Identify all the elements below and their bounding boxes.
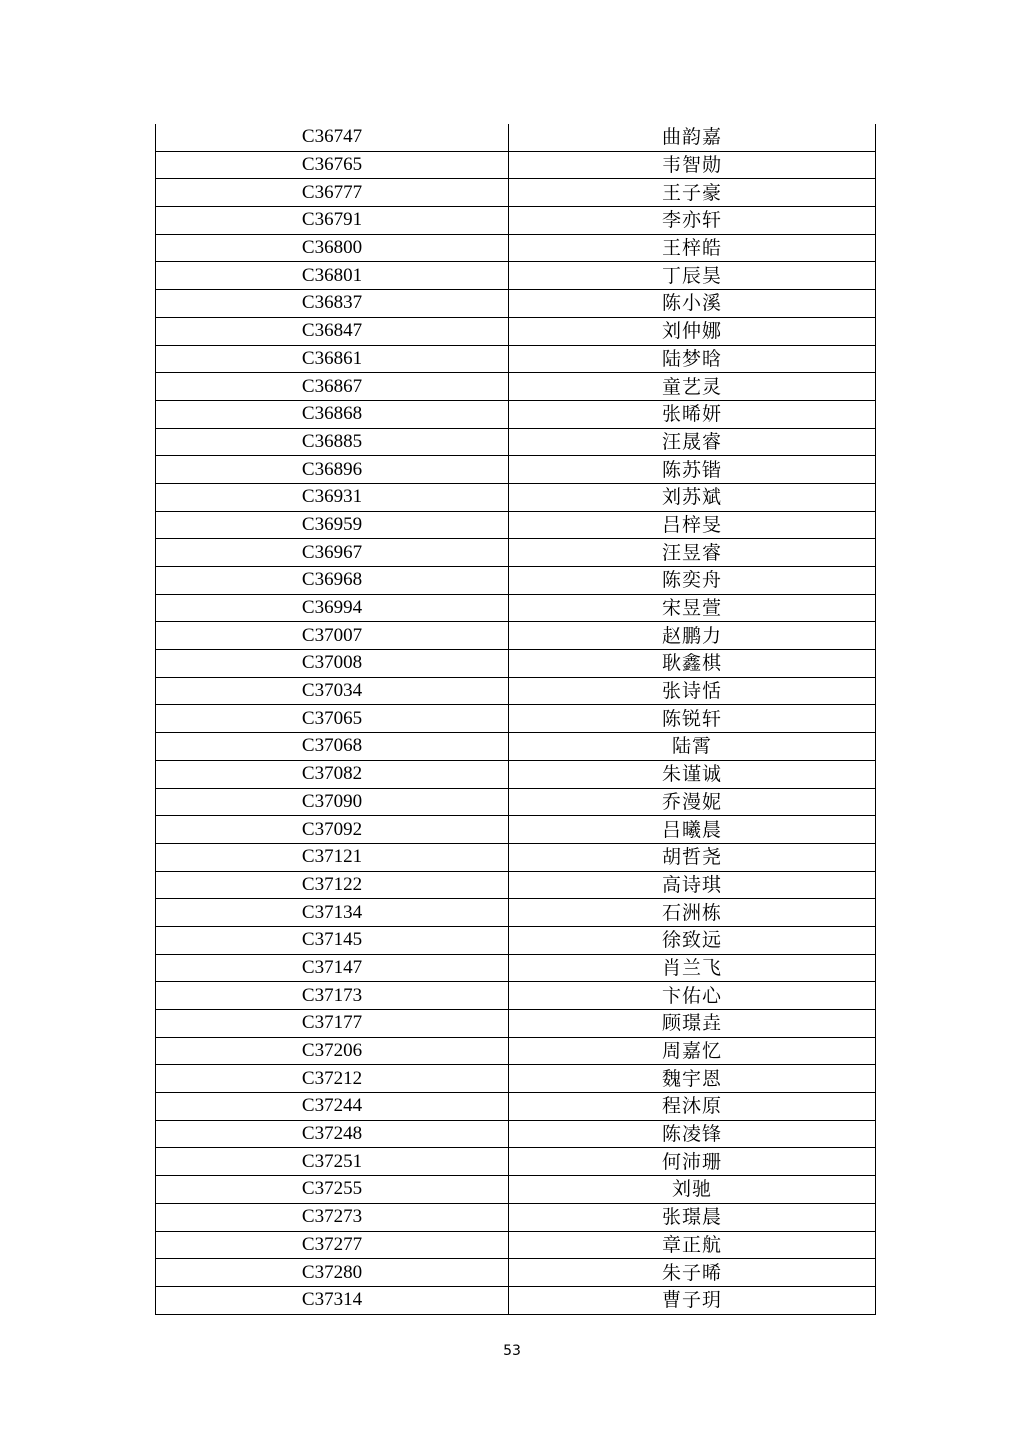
candidate-id-cell: C37173 — [156, 982, 509, 1010]
candidate-name-cell: 陆梦晗 — [509, 345, 876, 373]
candidate-name-cell: 刘苏斌 — [509, 483, 876, 511]
table-row — [156, 1010, 876, 1038]
candidate-name-cell: 曹子玥 — [509, 1286, 876, 1314]
candidate-id-cell: C37206 — [156, 1037, 509, 1065]
candidate-id-cell: C37251 — [156, 1148, 509, 1176]
candidate-name-cell: 何沛珊 — [509, 1148, 876, 1176]
candidate-name-cell: 朱谨诚 — [509, 760, 876, 788]
candidate-name-cell: 陈奕舟 — [509, 567, 876, 595]
candidate-id-cell: C37212 — [156, 1065, 509, 1093]
candidate-id-cell: C37280 — [156, 1259, 509, 1287]
candidate-name-cell: 韦智勋 — [509, 151, 876, 179]
table-row — [156, 926, 876, 954]
candidate-id-cell: C36800 — [156, 234, 509, 262]
table-row — [156, 124, 876, 151]
candidate-name-cell: 陆霄 — [509, 733, 876, 761]
table-row — [156, 871, 876, 899]
table-row — [156, 539, 876, 567]
table-row — [156, 151, 876, 179]
table-row — [156, 1093, 876, 1121]
candidate-id-cell: C37314 — [156, 1286, 509, 1314]
table-row — [156, 290, 876, 318]
table-row — [156, 899, 876, 927]
candidate-name-cell: 周嘉忆 — [509, 1037, 876, 1065]
candidate-name-cell: 徐致远 — [509, 926, 876, 954]
candidate-id-cell: C37008 — [156, 650, 509, 678]
table-row — [156, 622, 876, 650]
candidate-id-cell: C36801 — [156, 262, 509, 290]
candidate-id-cell: C37147 — [156, 954, 509, 982]
candidate-name-cell: 张晞妍 — [509, 400, 876, 428]
candidate-name-cell: 陈小溪 — [509, 290, 876, 318]
table-row — [156, 428, 876, 456]
candidate-id-cell: C36765 — [156, 151, 509, 179]
candidate-name-cell: 刘仲娜 — [509, 317, 876, 345]
candidate-id-cell: C36931 — [156, 483, 509, 511]
candidate-id-cell: C37121 — [156, 843, 509, 871]
table-row — [156, 733, 876, 761]
table-row — [156, 1037, 876, 1065]
candidate-id-cell: C37092 — [156, 816, 509, 844]
candidate-id-cell: C37007 — [156, 622, 509, 650]
table-row — [156, 705, 876, 733]
candidate-name-cell: 顾璟垚 — [509, 1010, 876, 1038]
candidate-name-cell: 汪晟睿 — [509, 428, 876, 456]
candidate-name-cell: 李亦轩 — [509, 207, 876, 235]
table-row — [156, 1120, 876, 1148]
candidate-name-cell: 陈凌锋 — [509, 1120, 876, 1148]
table-row — [156, 317, 876, 345]
candidate-name-cell: 胡哲尧 — [509, 843, 876, 871]
candidate-id-cell: C37034 — [156, 677, 509, 705]
table-row — [156, 345, 876, 373]
candidate-name-cell: 陈锐轩 — [509, 705, 876, 733]
candidate-name-cell: 高诗琪 — [509, 871, 876, 899]
candidate-name-cell: 王梓皓 — [509, 234, 876, 262]
table-row — [156, 483, 876, 511]
candidate-name-cell: 张诗恬 — [509, 677, 876, 705]
table-row — [156, 1176, 876, 1204]
candidate-name-cell: 汪昱睿 — [509, 539, 876, 567]
candidate-id-cell: C37090 — [156, 788, 509, 816]
candidate-id-cell: C37255 — [156, 1176, 509, 1204]
candidate-id-cell: C37068 — [156, 733, 509, 761]
candidate-id-cell: C36868 — [156, 400, 509, 428]
candidate-name-cell: 朱子晞 — [509, 1259, 876, 1287]
table-row — [156, 1259, 876, 1287]
candidate-id-cell: C37277 — [156, 1231, 509, 1259]
table-row — [156, 677, 876, 705]
table-row — [156, 788, 876, 816]
candidate-name-cell: 赵鹏力 — [509, 622, 876, 650]
candidate-name-cell: 童艺灵 — [509, 373, 876, 401]
candidate-name-cell: 吕梓旻 — [509, 511, 876, 539]
candidate-id-cell: C36959 — [156, 511, 509, 539]
candidate-id-cell: C36747 — [156, 124, 509, 151]
candidate-id-cell: C37248 — [156, 1120, 509, 1148]
table-row — [156, 262, 876, 290]
table-row — [156, 373, 876, 401]
table-row — [156, 179, 876, 207]
candidate-id-cell: C37177 — [156, 1010, 509, 1038]
table-row — [156, 511, 876, 539]
candidate-id-cell: C36885 — [156, 428, 509, 456]
roster-table-body — [156, 124, 876, 1314]
table-row — [156, 650, 876, 678]
candidate-id-cell: C37273 — [156, 1203, 509, 1231]
candidate-name-cell: 石洲栋 — [509, 899, 876, 927]
table-row — [156, 760, 876, 788]
candidate-id-cell: C36847 — [156, 317, 509, 345]
candidate-name-cell: 魏宇恩 — [509, 1065, 876, 1093]
candidate-id-cell: C37065 — [156, 705, 509, 733]
candidate-id-cell: C37122 — [156, 871, 509, 899]
candidate-id-cell: C37134 — [156, 899, 509, 927]
candidate-name-cell: 丁辰昊 — [509, 262, 876, 290]
candidate-id-cell: C36861 — [156, 345, 509, 373]
table-row — [156, 982, 876, 1010]
candidate-name-cell: 吕曦晨 — [509, 816, 876, 844]
candidate-name-cell: 肖兰飞 — [509, 954, 876, 982]
table-row — [156, 234, 876, 262]
table-row — [156, 816, 876, 844]
candidate-id-cell: C36994 — [156, 594, 509, 622]
table-row — [156, 567, 876, 595]
table-row — [156, 400, 876, 428]
table-row — [156, 594, 876, 622]
candidate-name-cell: 程沐原 — [509, 1093, 876, 1121]
candidate-id-cell: C36896 — [156, 456, 509, 484]
candidate-id-cell: C37082 — [156, 760, 509, 788]
candidate-id-cell: C36967 — [156, 539, 509, 567]
table-row — [156, 1231, 876, 1259]
table-row — [156, 1065, 876, 1093]
candidate-name-cell: 刘驰 — [509, 1176, 876, 1204]
candidate-id-cell: C36791 — [156, 207, 509, 235]
candidate-name-cell: 耿鑫棋 — [509, 650, 876, 678]
table-row — [156, 1286, 876, 1314]
candidate-id-cell: C37244 — [156, 1093, 509, 1121]
candidate-id-cell: C36837 — [156, 290, 509, 318]
page-number: 53 — [503, 1343, 521, 1359]
candidate-id-cell: C36867 — [156, 373, 509, 401]
candidate-id-cell: C36968 — [156, 567, 509, 595]
table-row — [156, 1148, 876, 1176]
table-row — [156, 456, 876, 484]
candidate-name-cell: 章正航 — [509, 1231, 876, 1259]
roster-table — [155, 124, 876, 1315]
candidate-name-cell: 王子豪 — [509, 179, 876, 207]
candidate-name-cell: 陈苏锴 — [509, 456, 876, 484]
table-row — [156, 1203, 876, 1231]
candidate-name-cell: 张璟晨 — [509, 1203, 876, 1231]
candidate-id-cell: C37145 — [156, 926, 509, 954]
table-row — [156, 954, 876, 982]
candidate-name-cell: 卞佑心 — [509, 982, 876, 1010]
candidate-name-cell: 宋昱萱 — [509, 594, 876, 622]
candidate-name-cell: 曲韵嘉 — [509, 124, 876, 151]
candidate-id-cell: C36777 — [156, 179, 509, 207]
table-row — [156, 843, 876, 871]
table-row — [156, 207, 876, 235]
candidate-name-cell: 乔漫妮 — [509, 788, 876, 816]
